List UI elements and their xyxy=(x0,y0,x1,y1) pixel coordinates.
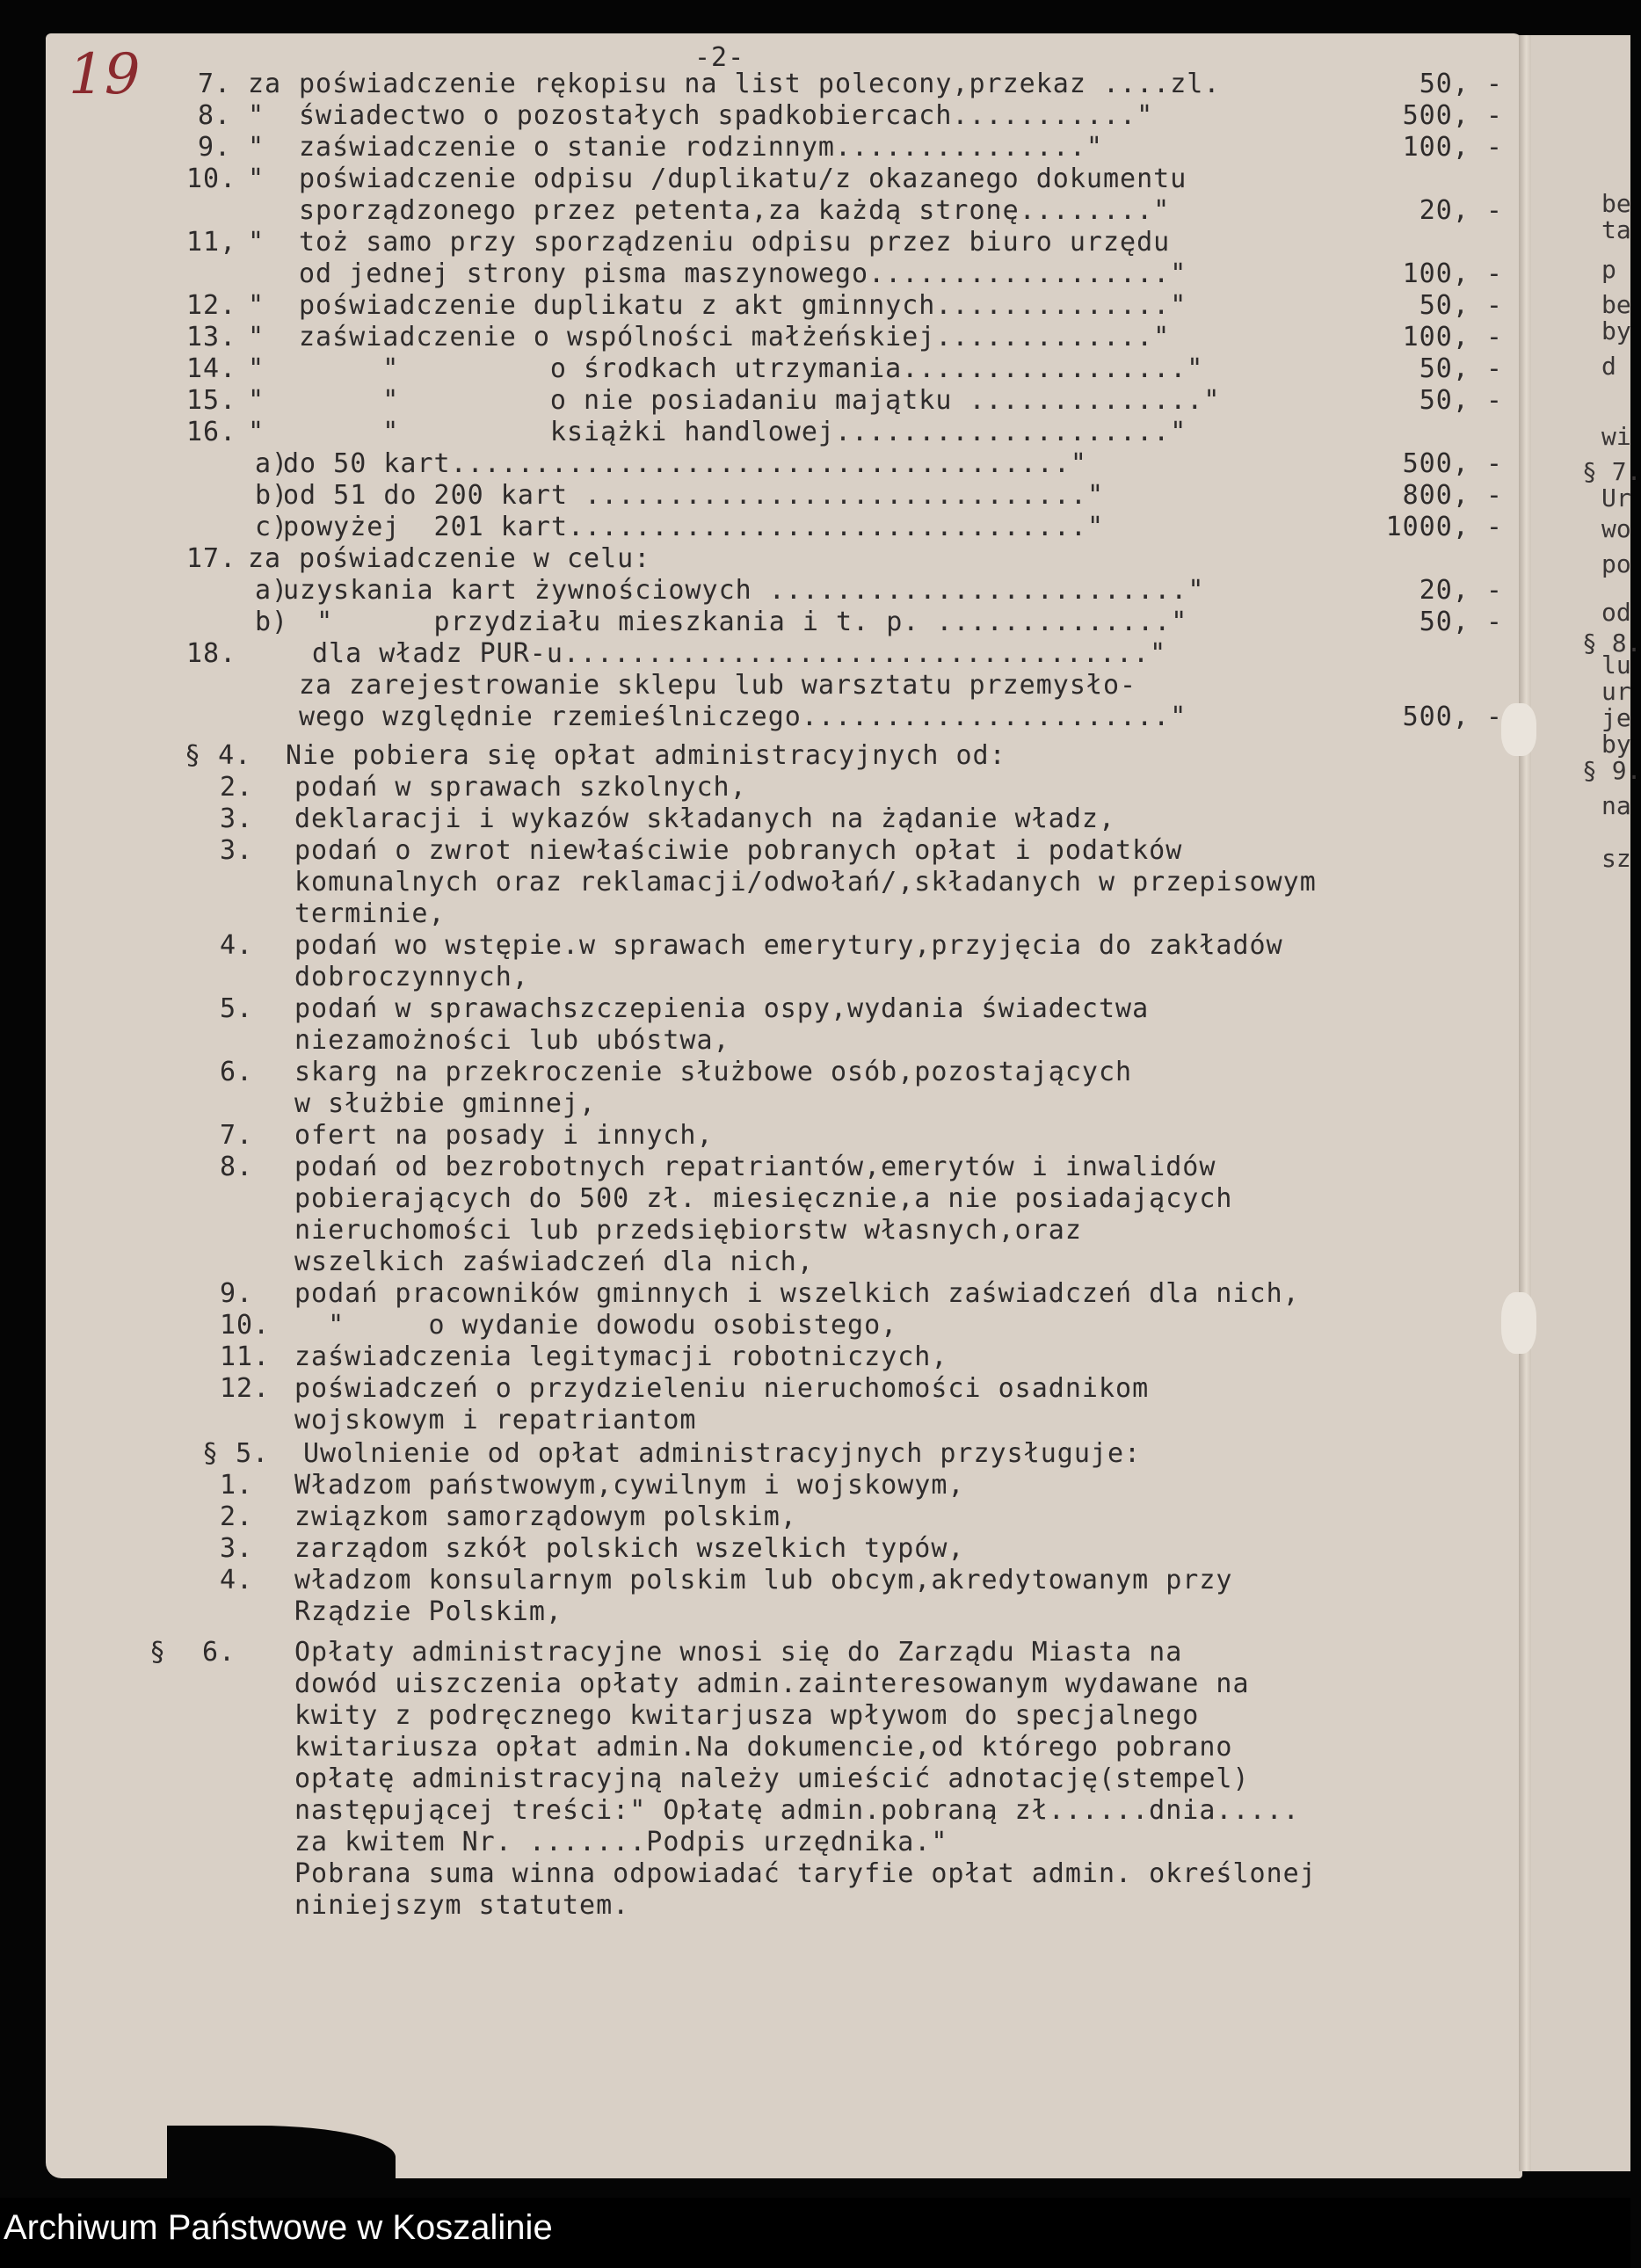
fee-amount: 20, - xyxy=(1419,195,1503,226)
fee-number: c) xyxy=(255,512,289,542)
fee-number: b) xyxy=(255,607,289,637)
item-text: podań w sprawachszczepienia ospy,wydania świadectwa xyxy=(294,993,1150,1024)
fee-number: 14. xyxy=(186,353,237,384)
fee-description: od 51 do 200 kart .............................." xyxy=(283,480,1105,511)
item-text: dobroczynnych, xyxy=(294,962,529,992)
fee-number: 9. xyxy=(198,132,232,163)
item-number: 4. xyxy=(220,1565,254,1596)
item-number: 2. xyxy=(220,1501,254,1532)
fee-prefix: " xyxy=(248,385,265,416)
fee-description: poświadczenie odpisu /duplikatu/z okazanego dokumentu xyxy=(299,164,1187,194)
item-text: Władzom państwowym,cywilnym i wojskowym, xyxy=(294,1470,965,1501)
section-number: 6. xyxy=(202,1637,236,1668)
item-text: zarządom szkół polskich wszelkich typów, xyxy=(294,1533,965,1564)
fee-description: za zarejestrowanie sklepu lub warsztatu przemysło- xyxy=(299,670,1137,701)
item-text: pobierających do 500 zł. miesięcznie,a nie posiadających xyxy=(294,1183,1233,1214)
item-number: 7. xyxy=(220,1120,254,1151)
fee-number: 17. xyxy=(186,543,237,574)
next-page-fragment: sz xyxy=(1601,844,1631,873)
fee-prefix: za xyxy=(248,69,282,99)
next-page-fragment: od xyxy=(1601,598,1631,627)
fee-description: powyżej 201 kart..............................." xyxy=(283,512,1105,542)
next-page-fragment: je xyxy=(1601,703,1631,732)
item-text: podań o zwrot niewłaściwie pobranych opłat i podatków xyxy=(294,835,1183,866)
next-page-fragment: ur xyxy=(1601,677,1631,706)
fee-prefix: " xyxy=(248,164,265,194)
item-text: podań wo wstępie.w sprawach emerytury,przyjęcia do zakładów xyxy=(294,930,1283,961)
handwritten-page-mark: 19 xyxy=(69,42,141,107)
section-text: niniejszym statutem. xyxy=(294,1890,630,1921)
section-heading: Nie pobiera się opłat administracyjnych od: xyxy=(286,740,1006,771)
item-text: w służbie gminnej, xyxy=(294,1088,597,1119)
fee-prefix: " xyxy=(248,227,265,258)
fee-description: " o nie posiadaniu majątku .............." xyxy=(299,385,1221,416)
item-text: zaświadczenia legitymacji robotniczych, xyxy=(294,1341,948,1372)
fee-amount: 500, - xyxy=(1402,448,1503,479)
fee-amount: 1000, - xyxy=(1385,512,1503,542)
section-text: opłatę administracyjną należy umieścić adnotację(stempel) xyxy=(294,1763,1250,1794)
next-page-fragment: § 9. xyxy=(1582,756,1641,785)
fee-amount: 800, - xyxy=(1402,480,1503,511)
fee-number: a) xyxy=(255,575,289,606)
item-text: podań od bezrobotnych repatriantów,emerytów i inwalidów xyxy=(294,1152,1216,1182)
fee-prefix: " xyxy=(248,290,265,321)
fee-number: b) xyxy=(255,480,289,511)
item-text: deklaracji i wykazów składanych na żądanie władz, xyxy=(294,803,1116,834)
fee-number: 12. xyxy=(186,290,237,321)
fee-amount: 100, - xyxy=(1402,132,1503,163)
section-mark: § xyxy=(149,1637,167,1668)
page-number: -2- xyxy=(694,42,745,73)
item-number: 5. xyxy=(220,993,254,1024)
item-text: podań pracowników gminnych i wszelkich zaświadczeń dla nich, xyxy=(294,1278,1300,1309)
fee-description: " o środkach utrzymania................." xyxy=(299,353,1204,384)
fee-amount: 100, - xyxy=(1402,258,1503,289)
next-page-fragment: p xyxy=(1601,255,1616,284)
item-number: 6. xyxy=(220,1057,254,1087)
next-page-fragment: po xyxy=(1601,549,1631,578)
next-page-fragment: Ur xyxy=(1601,483,1631,512)
fee-description: " książki handlowej...................." xyxy=(299,417,1187,447)
fee-amount: 100, - xyxy=(1402,322,1503,353)
item-text: skarg na przekroczenie służbowe osób,pozostających xyxy=(294,1057,1133,1087)
fee-amount: 50, - xyxy=(1419,69,1503,99)
fee-amount: 20, - xyxy=(1419,575,1503,606)
fee-description: uzyskania kart żywnościowych ........................." xyxy=(283,575,1205,606)
item-text: władzom konsularnym polskim lub obcym,akredytowanym przy xyxy=(294,1565,1233,1596)
item-text: podań w sprawach szkolnych, xyxy=(294,772,747,803)
fee-description: świadectwo o pozostałych spadkobiercach..........." xyxy=(299,100,1154,131)
section-mark: § 5. xyxy=(202,1438,270,1469)
item-text: wojskowym i repatriantom xyxy=(294,1405,697,1436)
archive-name: Archiwum Państwowe w Koszalinie xyxy=(4,2208,553,2247)
fee-description: zaświadczenie o wspólności małżeńskiej............." xyxy=(299,322,1171,353)
section-mark: § 4. xyxy=(185,740,252,771)
fee-description: do 50 kart....................................." xyxy=(283,448,1087,479)
fee-prefix: " xyxy=(248,100,265,131)
fee-number: 18. xyxy=(186,638,237,669)
fee-amount: 500, - xyxy=(1402,100,1503,131)
fee-prefix: " xyxy=(248,417,265,447)
fee-number: 11, xyxy=(186,227,237,258)
next-page-fragment: na xyxy=(1601,791,1631,820)
fee-description: poświadczenie duplikatu z akt gminnych.............." xyxy=(299,290,1187,321)
fee-description: wego względnie rzemieślniczego......................" xyxy=(299,701,1187,732)
item-number: 4. xyxy=(220,930,254,961)
section-text: kwity z podręcznego kwitarjusza wpływom do specjalnego xyxy=(294,1700,1200,1731)
fee-description: sporządzonego przez petenta,za każdą stronę........" xyxy=(299,195,1171,226)
item-number: 2. xyxy=(220,772,254,803)
fee-amount: 50, - xyxy=(1419,290,1503,321)
item-number: 11. xyxy=(220,1341,271,1372)
item-text: terminie, xyxy=(294,898,446,929)
next-page-fragment: d xyxy=(1601,352,1616,381)
item-number: 12. xyxy=(220,1373,271,1404)
fee-amount: 50, - xyxy=(1419,385,1503,416)
section-text: Pobrana suma winna odpowiadać taryfie opłat admin. określonej xyxy=(294,1858,1317,1889)
fee-description: zaświadczenie o stanie rodzinnym..............." xyxy=(299,132,1103,163)
fee-amount: 50, - xyxy=(1419,607,1503,637)
item-text: niezamożności lub ubóstwa, xyxy=(294,1025,730,1056)
item-text: związkom samorządowym polskim, xyxy=(294,1501,797,1532)
fee-prefix: " xyxy=(248,322,265,353)
fee-number: 15. xyxy=(186,385,237,416)
fee-prefix: " xyxy=(248,353,265,384)
item-text: ofert na posady i innych, xyxy=(294,1120,714,1151)
section-text: Opłaty administracyjne wnosi się do Zarządu Miasta na xyxy=(294,1637,1183,1668)
section-text: za kwitem Nr. .......Podpis urzędnika." xyxy=(294,1827,948,1857)
fee-description: poświadczenie w celu: xyxy=(299,543,651,574)
fee-number: 7. xyxy=(198,69,232,99)
fee-number: 8. xyxy=(198,100,232,131)
fee-number: 10. xyxy=(186,164,237,194)
next-page-fragment: by xyxy=(1601,730,1631,759)
item-text: wszelkich zaświadczeń dla nich, xyxy=(294,1247,814,1277)
section-heading: Uwolnienie od opłat administracyjnych przysługuje: xyxy=(303,1438,1142,1469)
item-text: Rządzie Polskim, xyxy=(294,1596,563,1627)
item-number: 9. xyxy=(220,1278,254,1309)
item-number: 1. xyxy=(220,1470,254,1501)
fee-description: od jednej strony pisma maszynowego.................." xyxy=(299,258,1187,289)
next-page-fragment: by xyxy=(1601,316,1631,345)
fee-prefix: " xyxy=(248,132,265,163)
item-number: 3. xyxy=(220,1533,254,1564)
fee-description: poświadczenie rękopisu na list polecony,przekaz ....zl. xyxy=(299,69,1221,99)
item-text: komunalnych oraz reklamacji/odwołań/,składanych w przepisowym xyxy=(294,867,1317,898)
next-page-fragment: lu xyxy=(1601,651,1631,680)
fee-description: toż samo przy sporządzeniu odpisu przez biuro urzędu xyxy=(299,227,1171,258)
fee-prefix: za xyxy=(248,543,282,574)
next-page-fragment: wo xyxy=(1601,514,1631,543)
next-page-fragment: be xyxy=(1601,189,1631,218)
section-text: następującej treści:" Opłatę admin.pobraną zł......dnia..... xyxy=(294,1795,1300,1826)
item-text: nieruchomości lub przedsiębiorstw własnych,oraz xyxy=(294,1215,1082,1246)
next-page-fragment: wi xyxy=(1601,422,1631,451)
item-number: 8. xyxy=(220,1152,254,1182)
next-page-fragment: § 7. xyxy=(1582,457,1641,486)
fee-amount: 50, - xyxy=(1419,353,1503,384)
archive-footer xyxy=(0,2198,1630,2268)
fee-number: a) xyxy=(255,448,289,479)
section-text: kwitariusza opłat admin.Na dokumencie,od którego pobrano xyxy=(294,1732,1233,1763)
item-number: 3. xyxy=(220,803,254,834)
next-page-fragment: § 8. xyxy=(1582,629,1641,658)
next-page-fragment: ta xyxy=(1601,215,1631,244)
fee-number: 13. xyxy=(186,322,237,353)
fee-amount: 500, - xyxy=(1402,701,1503,732)
fee-description: dla władz PUR-u..................................." xyxy=(312,638,1167,669)
item-number: 10. xyxy=(220,1310,271,1341)
fee-description: " przydziału mieszkania i t. p. .............." xyxy=(283,607,1188,637)
fee-number: 16. xyxy=(186,417,237,447)
item-text: " o wydanie dowodu osobistego, xyxy=(294,1310,898,1341)
item-text: poświadczeń o przydzieleniu nieruchomości osadnikom xyxy=(294,1373,1150,1404)
next-page-fragment: be xyxy=(1601,290,1631,319)
item-number: 3. xyxy=(220,835,254,866)
section-text: dowód uiszczenia opłaty admin.zainteresowanym wydawane na xyxy=(294,1668,1250,1699)
